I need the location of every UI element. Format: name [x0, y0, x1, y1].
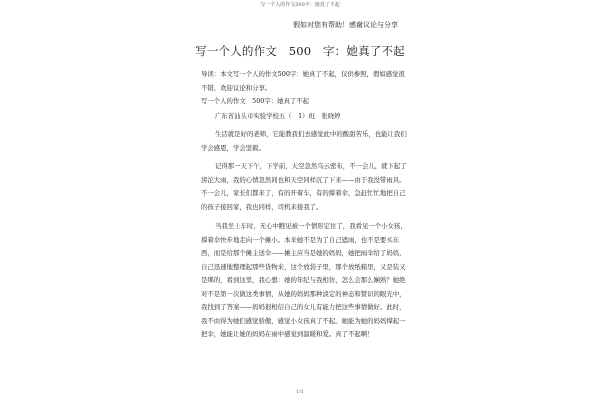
running-header: 写一个人的作文500字：她真了不起 — [260, 2, 340, 8]
subtitle: 写一个人的作文 500字：她真了不起 — [201, 97, 310, 105]
page-title: 写一个人的作文 500 字：她真了不起 — [195, 44, 405, 58]
page-number: 1/1 — [296, 390, 304, 395]
author-line: 广东省汕头市实验学校五（ 1）班 张晓婷 — [215, 112, 341, 120]
guide-paragraph: 导读：本文写一个人的作文500字：她真了不起，仅供参照，假如感觉很不错，欢迎议论和分享。 — [201, 70, 405, 92]
body-paragraph-3: 当我坐上车时，无心中瞧见被一个情形定住了，我看见一个小女孩，撑着伞快步地走向一个摊小。本来她不是为了自己遮雨，也不是要买东西，而是给那个摊主送伞——摊主应当是她的妈妈，她把雨伞给了妈妈，自己迅速地整理起那些货物来，这个放袋子里，那个放纸箱里，又是装又是绑的，看到这里，我心想：她的年纪与我相仿，怎么会那么娴熟？她绝对不是第一次做这类事情，从她的妈妈那种淡定的神态和赞识的眼光中，我找到了答案——妈妈很相信自己的女儿有能力把这些事情做好。此时，我不由得为她们感觉骄傲，感觉小女孩真了不起。她能为她的妈妈撑起一把伞，她能让她的妈妈在雨中感觉到温暖和爱。真了不起啊！ — [201, 222, 407, 338]
top-note: 假如对您有帮助！感谢议论与分享 — [293, 21, 398, 29]
body-paragraph-1: 生活就是好的老师，它能教我们去感觉此中的酸甜苦乐，也能让我们学会感恩，学会坚毅。 — [201, 130, 407, 152]
body-paragraph-2: 记得那一天下午，下学前，天空忽然乌云密布，不一会儿，就下起了滂沱大雨，我的心情忽然间也和天空同样沉了下来——由于我没带雨具。不一会儿，家长们都来了，有的开着车，有的撑着伞，急赶忙忙地把自己的孩子接回家，我也同样，司机来接我了。 — [201, 162, 407, 211]
